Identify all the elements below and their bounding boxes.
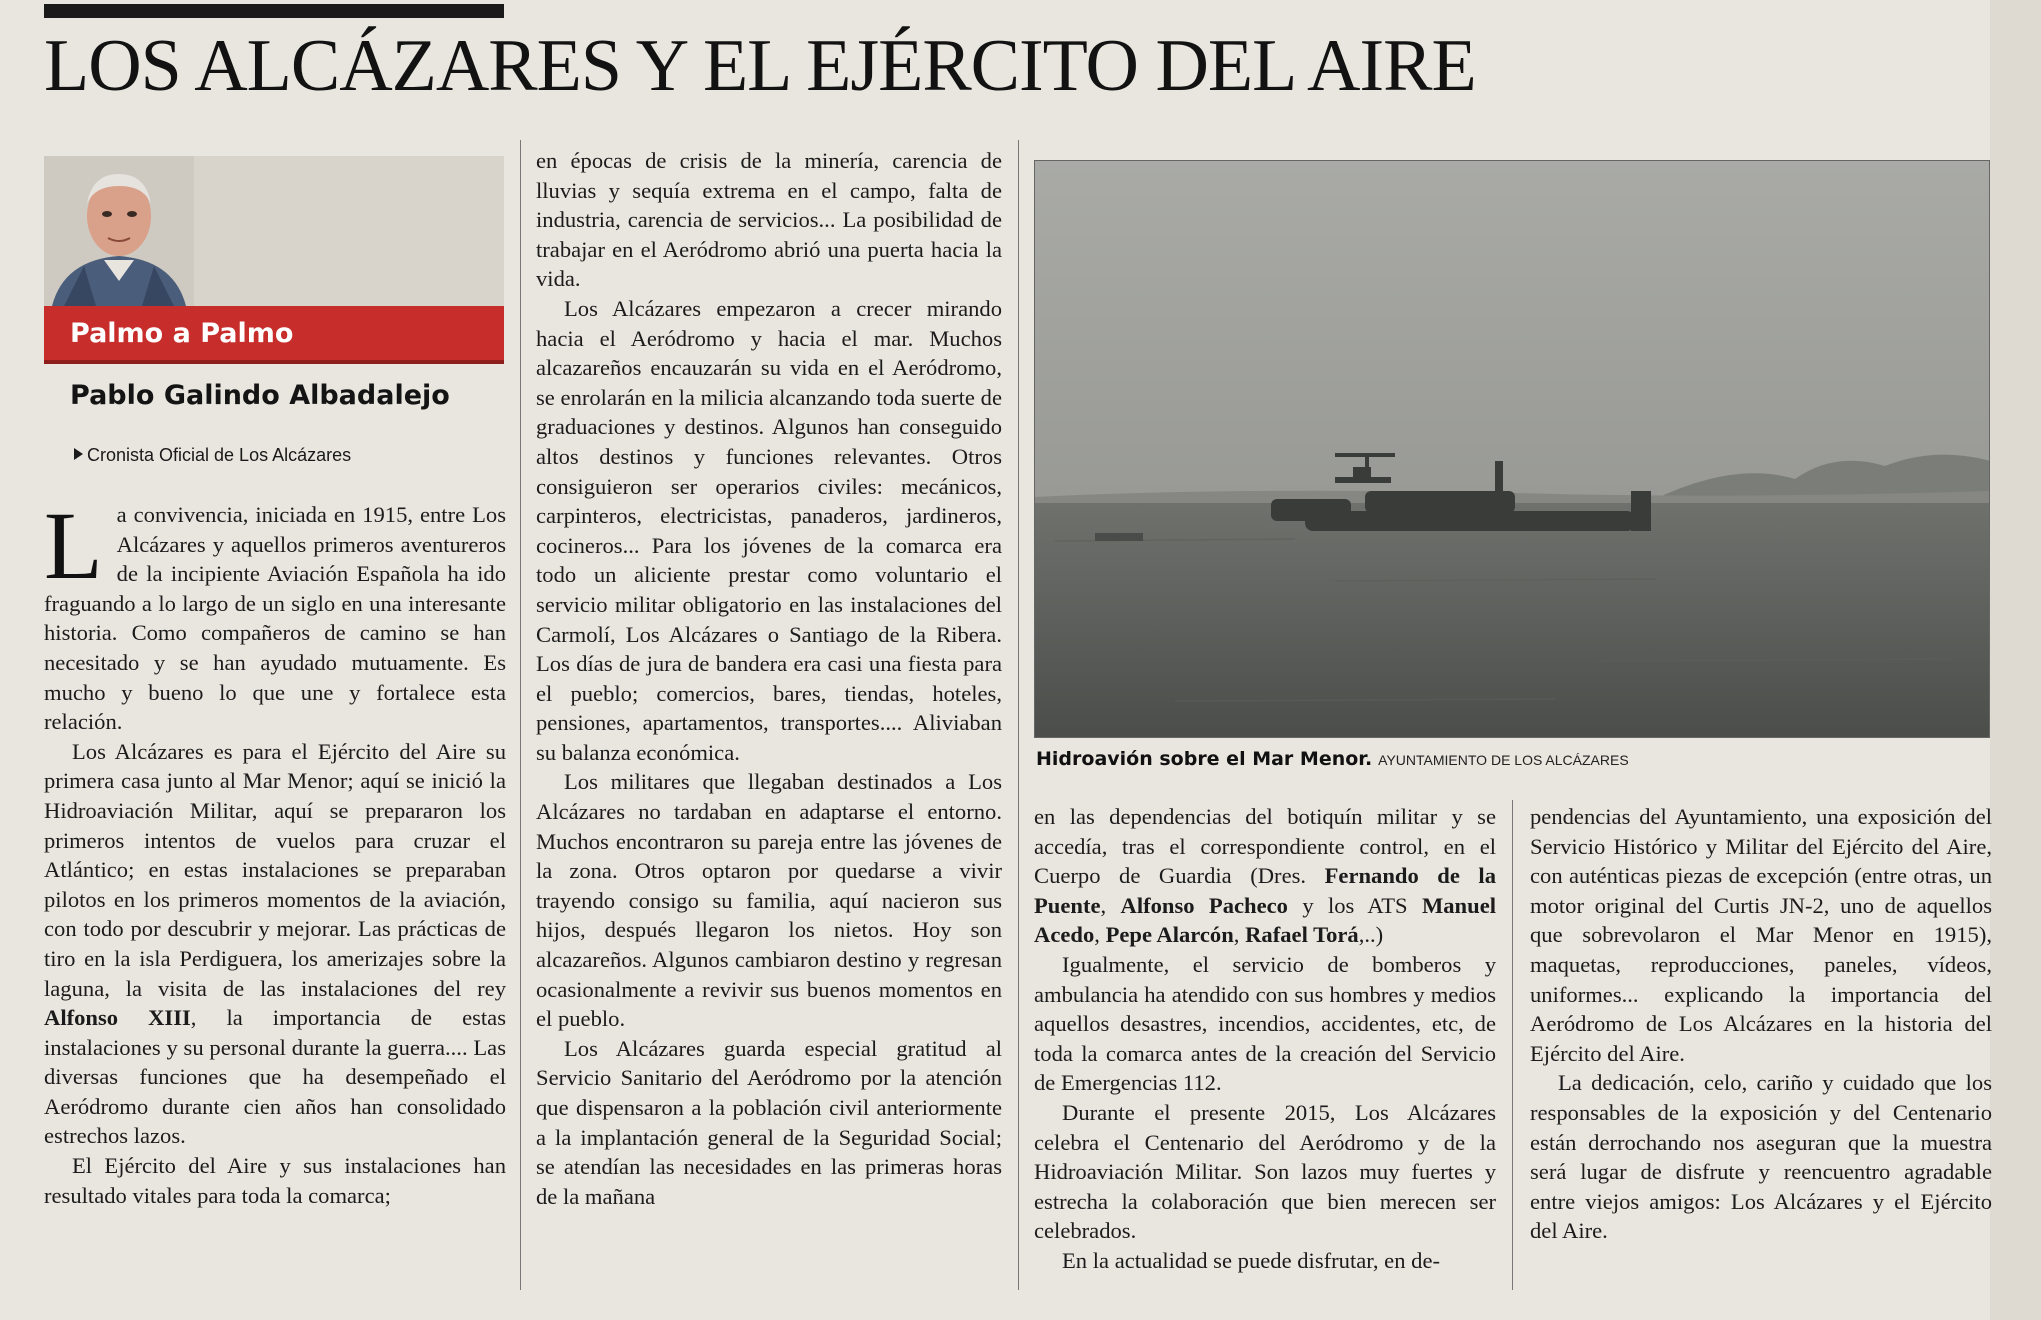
author-role-text: Cronista Oficial de Los Alcázares xyxy=(87,445,352,465)
adjacent-page-edge xyxy=(1990,0,2041,1320)
author-name: Pablo Galindo Albadalejo xyxy=(70,380,450,411)
caption-title: Hidroavión sobre el Mar Menor. xyxy=(1036,748,1373,770)
author-portrait xyxy=(44,156,194,306)
paragraph: Durante el presente 2015, Los Alcázares celebra el Centenario del Aeródromo y de la Hidroaviación Militar. Son lazos muy fuertes y estrecha la colaboración que bien merecen ser celebrados. xyxy=(1034,1099,1496,1244)
name-pepe-alarcon: Pepe Alarcón xyxy=(1105,922,1234,948)
author-role xyxy=(74,445,351,466)
column-1 xyxy=(44,500,506,1290)
column-3 xyxy=(1034,802,1496,1292)
paragraph: La convivencia, iniciada en 1915, entre Los Alcázares y aquellos primeros aventureros de la incipiente Aviación Española ha ido fraguando a lo largo de un siglo en una interesante historia. Como compañeros de camino se han necesitado y se han ayudado mutuamente. Es mucho y bueno lo que une y fortalece esta relación. xyxy=(44,500,506,735)
caption-credit: AYUNTAMIENTO DE LOS ALCÁZARES xyxy=(1378,752,1629,768)
paragraph: pendencias del Ayuntamiento, una exposición del Servicio Histórico y Militar del Ejército del Aire, con auténticas piezas de excepción (entre otras, un motor original del Curtis JN-2, uno de aquellos que sobrevolaron el Mar Menor en 1915), maquetas, reproducciones, paneles, vídeos, uniformes... explicando la importancia del Aeródromo de Los Alcázares en la historia del Ejército del Aire. xyxy=(1530,804,1992,1066)
paragraph: en épocas de crisis de la minería, carencia de lluvias y sequía extrema en el campo, falta de industria, carencia de servicios... La posibilidad de trabajar en el Aeródromo abrió una puerta hacia la vida. xyxy=(536,148,1002,292)
paragraph: Igualmente, el servicio de bomberos y ambulancia ha atendido con sus hombres y medios aquellos desastres, incendios, accidentes, etc, de toda la comarca antes de la creación del Servicio de Emergencias 112. xyxy=(1034,951,1496,1096)
triangle-bullet-icon xyxy=(74,448,83,460)
section-label: Palmo a Palmo xyxy=(70,318,294,349)
top-rule xyxy=(44,4,504,18)
name-rafael-tora: Rafael Torá xyxy=(1245,922,1359,948)
paragraph: Los militares que llegaban destinados a Los Alcázares no tardaban en adaptarse el entorno. Muchos encontraron su pareja entre las jóvenes de la zona. Otros optaron por quedarse a vivir trayendo consigo su familia, aquí nacieron sus hijos, después llegaron los nietos. Hoy son alcazareños. Algunos cambiaron destino y regresan ocasionalmente a revivir sus buenos momentos en el pueblo. xyxy=(536,769,1002,1032)
column-4 xyxy=(1530,802,1992,1292)
headline: LOS ALCÁZARES Y EL EJÉRCITO DEL AIRE xyxy=(44,25,1476,107)
paragraph: El Ejército del Aire y sus instalaciones han resultado vitales para toda la comarca; xyxy=(44,1153,506,1208)
paragraph: Los Alcázares empezaron a crecer mirando hacia el Aeródromo y hacia el mar. Muchos alcazareños encauzarán su vida en el Aeródromo, se enrolarán en la milicia alcanzando toda suerte de graduaciones y destinos. Algunos han conseguido altos destinos y funciones relevantes. Otros consiguieron ser operarios civiles: mecánicos, carpinteros, electricistas, panaderos, jardineros, cocineros... Para los jóvenes de la comarca era todo un aliciente prestar como voluntario el servicio militar obligatorio en las instalaciones del Carmolí, Los Alcázares o Santiago de la Ribera. Los días de jura de bandera era casi una fiesta para el pueblo; comercios, bares, tiendas, hoteles, pensiones, apartamentos, transportes.... Aliviaban su balanza económica. xyxy=(536,295,1002,765)
photo-caption xyxy=(1036,748,1629,770)
column-rule xyxy=(520,140,521,1290)
column-2 xyxy=(536,146,1002,1290)
paragraph: en las dependencias del botiquín militar y se accedía, tras el correspondiente control, en el Cuerpo de Guardia (Dres. Fernando de la Puente, Alfonso Pacheco y los ATS Manuel Acedo, Pepe Alarcón, Rafael Torá,..) xyxy=(1034,804,1496,948)
drop-cap: L xyxy=(44,500,103,599)
seaplane-photo xyxy=(1034,160,1990,738)
paragraph: En la actualidad se puede disfrutar, en de- xyxy=(1062,1247,1441,1273)
name-alfonso-pacheco: Alfonso Pacheco xyxy=(1120,892,1288,918)
name-manuel-acedo: Manuel Acedo xyxy=(1034,892,1496,948)
column-rule xyxy=(1018,140,1019,1290)
paragraph: La dedicación, celo, cariño y cuidado que los responsables de la exposición y del Centenario están derrochando nos aseguran que la muestra será lugar de disfrute y reencuentro agradable entre viejos amigos: Los Alcázares y el Ejército del Aire. xyxy=(1530,1070,1992,1244)
name-fernando-de-la-puente: Fernando de la Puente xyxy=(1034,863,1496,918)
name-alfonso-xiii: Alfonso XIII xyxy=(44,1005,191,1031)
paragraph: Los Alcázares guarda especial gratitud al Servicio Sanitario del Aeródromo por la atención que dispensaron a la población civil anteriormente a la implantación general de la Seguridad Social; se atendían las necesidades en las primeras horas de la mañana xyxy=(536,1035,1002,1209)
section-banner xyxy=(44,306,504,364)
column-rule xyxy=(1512,800,1513,1290)
paragraph: Los Alcázares es para el Ejército del Aire su primera casa junto al Mar Menor; aquí se inició la Hidroaviación Militar, aquí se prepararon los primeros intentos de vuelos para cruzar el Atlántico; en estas instalaciones se preparaban pilotos en los primeros momentos de la aviación, con todo por descubrir y mejorar. Las prácticas de tiro en la isla Perdiguera, los amerizajes sobre la laguna, la visita de las instalaciones del rey Alfonso XIII, la importancia de estas instalaciones y su personal durante la guerra.... Las diversas funciones que ha desempeñado el Aeródromo durante cien años han consolidado estrechos lazos. xyxy=(44,738,506,1149)
